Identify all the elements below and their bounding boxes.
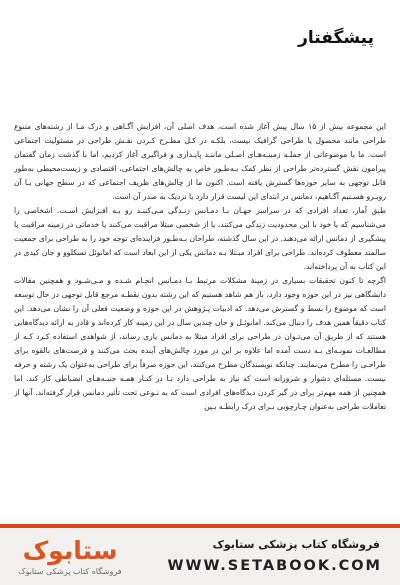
store-name: فروشگاه کتاب پزشکی ستابوک (212, 538, 380, 551)
body-text (14, 120, 386, 520)
page-heading: پیشگفتار (298, 28, 374, 48)
paragraph-3: اگرچه تا کنون تحقیقات بسیاری در زمینهٔ مشکلات مرتبط بـا دمـانس انجـام شـده و مـی‌شـود و همچنین مقالات دانشگاهی نیز در این حوزه وجود دارد، باز هم شاهد هستیم که این رشته بدون نقطـه مرجع قابل توجهی در حال توسعه است که موضوع را بسط و گسترش می‌دهد. که ادبیات پـژوهش در این حوزه و وضعیت فعلی آن را نشان می‌دهد. این کتاب دقیقاً همین هدف را دنبال می‌کند. امانوئـل و جان چندین سال در این زمینه کار کرده‌اند و قادر به ارائه دیدگاه‌هایی هستند که از طریق آن می‌تـوان در طراحی برای افراد مبتلا به دمانس یاری رساند، از شواهدی استفاده کـرد کـه از مطالعـات نمونـه‌ای بـه دست آمده اما علاوه بر این در مورد چالش‌های آینده بحث می‌کنند و فرصت‌های بالقوه برای طراحـی را مطرح می‌نمایند. چنانکه نویسندگان مطرح می‌کنند، این حوزه صرفاً برای طراحی به‌عنوان یک رشته و حرفه نیست. مسئله‌ای دشوار و شرورانه است که نیاز به طراحی دارد تـا در کنـار همـه جنبـه‌هـای انضباطی کار کند. اما همچنین از همه مهم‌تر برای در گیر کردن دیدگاه‌های افرادی است که به نـوعی تحت تأثیر دمانس قرار گرفته‌اند. آنها از تعاملات طراحی به‌عنوان چـارچوبی بـرای درک رابطـه بـین (14, 276, 386, 411)
footer-accent-rule (0, 524, 400, 528)
paragraph-2: طبق آمار، تعداد افرادی که در سراسر جهـان بـا دمـانس زنـدگی مـی‌کننـد رو بـه افـزایش اسـت. اشخاصی را می‌شناسیم که یا خود با این محدودیت زندگی می‌کنند، یا از شخصی مبتلا مراقبت می‌کنند یا خدماتی در زمینه مراقبت یا پیشگیری از دمانس ارائه می‌دهند. در این سال گذشته، طراحان بـه‌طـور فزاینده‌ای توجه خود را به طراحی برای جمعیت سالمند معطوف کرده‌اند. طراحی برای افراد مبـتلا بـه دمانس یکی از این ابعاد است که امانوئل تسکلوو و جان کیدی در این کتاب به آن پرداخته‌اند. (14, 206, 386, 271)
logo-subtitle: فروشگاه کتاب پزشکی ستابوک (18, 567, 122, 576)
logo-wordmark: ستابوک (22, 536, 118, 565)
website-link[interactable]: WWW.SETABOOK.COM (167, 558, 382, 574)
setabook-logo (10, 534, 130, 578)
paragraph-1: این مجموعه بیش از ۱۵ سال پیش آغاز شده است، هدف اصلی آن، افزایش آگـاهی و درک مـا از رشته‌های متنوع طراحی مانند محصول یا طراحی گرافیک نیست، بلکـه در کـل مطـرح کـردن نقـش طراحی در مسئولیت اجتماعی است. ما با موضوعاتی از جملـه زمینـه‌هـای اصـلی ماننـد پایـداری و فراگیری آغاز کردیم، اما با گذشت زمان گفتمان پیرامون نقش گسترده‌تر طراحی از نظر کمک بـه‌طـور خاص به چالش‌های اجتماعی، اقتصادی و زیست‌محیطی به‌طور قابل توجهی به سایر حوزه‌ها گسترش یافته است. اکنون ما از چالش‌های ظریف اجتماعی که در سطح جهانی بـا آن روبـرو هسـتیم آگـاهیم، دمانس در ابتدای این لیست قرار دارد یا نزدیک به صدر آن است. (14, 122, 386, 201)
publisher-footer (0, 524, 400, 585)
